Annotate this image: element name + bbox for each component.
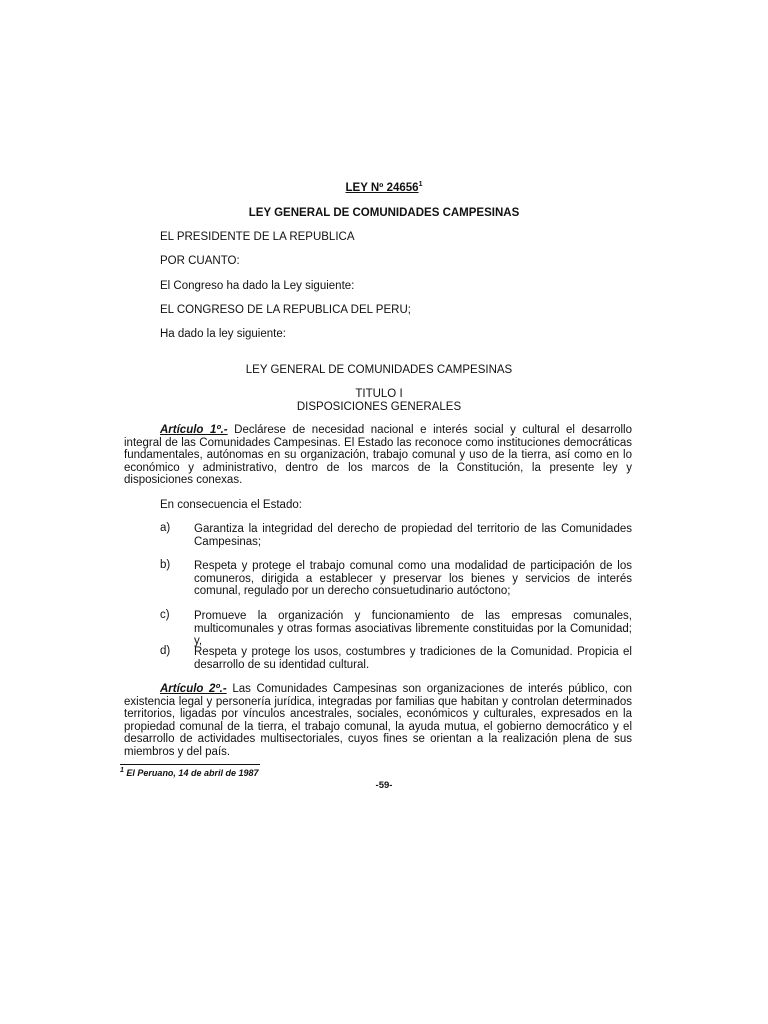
- item-c-letter: c): [160, 609, 170, 621]
- footnote: [120, 768, 258, 778]
- articulo-1-heading: Artículo 1º.-: [160, 424, 228, 436]
- item-c-text: Promueve la organización y funcionamiento de las empresas comunales, multicomunales y otras formas asociativas libremente constituidas por la Comunidad; y,: [194, 610, 632, 648]
- item-a-letter: a): [160, 522, 171, 534]
- footnote-mark: 1: [120, 767, 124, 774]
- page-number: -59-: [375, 780, 393, 791]
- law-number-line: [0, 182, 768, 194]
- footnote-divider: [120, 764, 260, 765]
- articulo-2-paragraph: [124, 683, 632, 759]
- articulo-1-paragraph: [124, 424, 632, 487]
- articulo-2-heading: Artículo 2º.-: [160, 683, 227, 695]
- item-b-text: Respeta y protege el trabajo comunal como una modalidad de participación de los comuneros, dirigida a establecer y preservar los bienes y servicios de interés comunal, regulado por un derecho consuetudinario autóctono;: [194, 560, 632, 598]
- law-number-footnote-mark: 1: [418, 181, 423, 189]
- preamble-ha-dado: Ha dado la ley siguiente:: [160, 328, 286, 340]
- item-d-text: Respeta y protege los usos, costumbres y tradiciones de la Comunidad. Propicia el desarrollo de su identidad cultural.: [194, 646, 632, 671]
- item-d-letter: d): [160, 645, 171, 657]
- footnote-text: El Peruano, 14 de abril de 1987: [126, 768, 259, 778]
- consequence-line: En consecuencia el Estado:: [160, 499, 302, 511]
- preamble-president: EL PRESIDENTE DE LA REPUBLICA: [160, 231, 355, 243]
- preamble-congreso-peru: EL CONGRESO DE LA REPUBLICA DEL PERU;: [160, 304, 411, 316]
- item-b-letter: b): [160, 559, 171, 571]
- preamble-por-cuanto: POR CUANTO:: [160, 255, 240, 267]
- preamble-congreso-dado: El Congreso ha dado la Ley siguiente:: [160, 280, 355, 292]
- law-heading: LEY GENERAL DE COMUNIDADES CAMPESINAS: [245, 364, 513, 376]
- item-a-text: Garantiza la integridad del derecho de propiedad del territorio de las Comunidades Campesinas;: [194, 523, 632, 548]
- titulo-name: DISPOSICIONES GENERALES: [296, 401, 462, 413]
- titulo-label: TITULO I: [355, 388, 403, 400]
- articulo-1-text: Declárese de necesidad nacional e interés social y cultural el desarrollo integral de las Comunidades Campesinas. El Estado las reconoce como instituciones democráticas fundamentales, autónomas en su organización, trabajo comunal y uso de la tierra, así como en lo económico y administrativo, dentro de los marcos de la Constitución, la presente ley y disposiciones conexas.: [124, 424, 632, 487]
- articulo-2-text: Las Comunidades Campesinas son organizaciones de interés público, con existencia legal y personería jurídica, integradas por familias que habitan y controlan determinados territorios, ligadas por vínculos ancestrales, sociales, económicos y culturales, expresados en la propiedad comunal de la tierra, el trabajo comunal, la ayuda mutua, el gobierno democrático y el desarrollo de actividades multisectoriales, cuyos fines se orientan a la realización plena de sus miembros y del país.: [124, 683, 633, 758]
- law-number: LEY Nº 24656: [345, 182, 419, 194]
- law-title: LEY GENERAL DE COMUNIDADES CAMPESINAS: [248, 207, 520, 219]
